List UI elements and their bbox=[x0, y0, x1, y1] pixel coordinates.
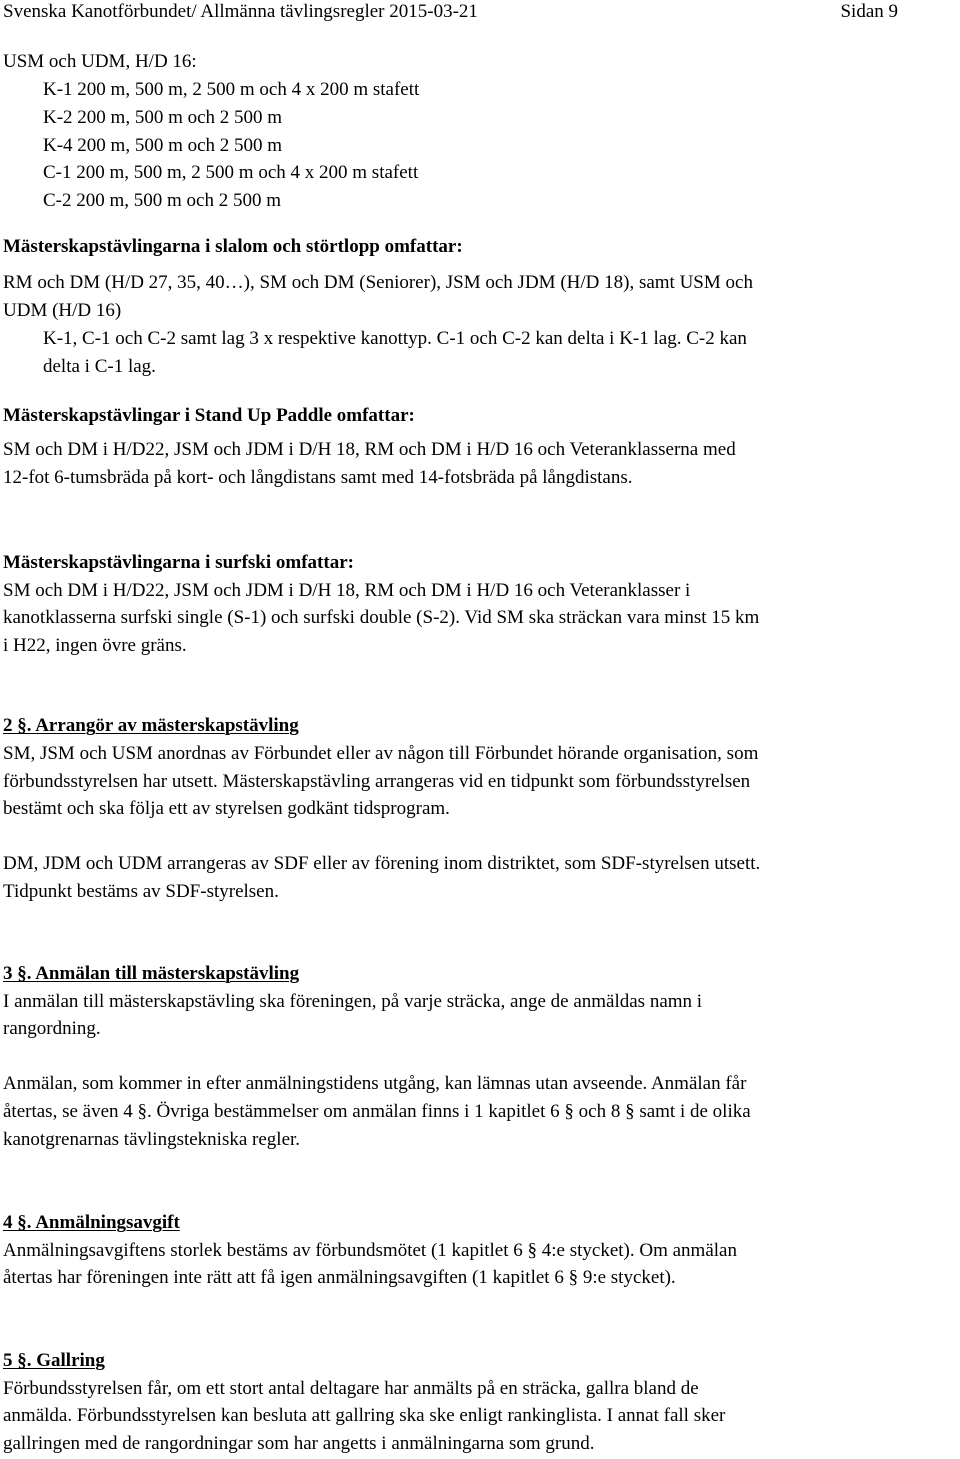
section-2-text: Tidpunkt bestäms av SDF-styrelsen. bbox=[3, 881, 279, 902]
page-header bbox=[3, 0, 898, 24]
section-5-text: Förbundsstyrelsen får, om ett stort antal deltagare har anmälts på en sträcka, gallra bland de bbox=[3, 1378, 699, 1399]
usm-item: K-4 200 m, 500 m och 2 500 m bbox=[43, 135, 283, 156]
usm-item: K-1 200 m, 500 m, 2 500 m och 4 x 200 m stafett bbox=[43, 79, 420, 100]
section-3-text: Anmälan, som kommer in efter anmälningstidens utgång, kan lämnas utan avseende. Anmälan får bbox=[3, 1073, 747, 1094]
sup-text: SM och DM i H/D22, JSM och JDM i D/H 18, RM och DM i H/D 16 och Veteranklasserna med bbox=[3, 439, 736, 460]
section-3-text: återtas, se även 4 §. Övriga bestämmelser om anmälan finns i 1 kapitlet 6 § och 8 § samt i de olika bbox=[3, 1101, 751, 1122]
sup-text: 12-fot 6-tumsbräda på kort- och långdistans samt med 14-fotsbräda på långdistans. bbox=[3, 467, 633, 488]
section-3-text: kanotgrenarnas tävlingstekniska regler. bbox=[3, 1129, 301, 1150]
surfski-text: i H22, ingen övre gräns. bbox=[3, 635, 187, 656]
section-2-text: SM, JSM och USM anordnas av Förbundet eller av någon till Förbundet hörande organisation, som bbox=[3, 743, 759, 764]
section-4-heading: 4 §. Anmälningsavgift bbox=[3, 1212, 180, 1233]
surfski-text: SM och DM i H/D22, JSM och JDM i D/H 18, RM och DM i H/D 16 och Veteranklasser i bbox=[3, 580, 691, 601]
section-3-text: rangordning. bbox=[3, 1018, 101, 1039]
slalom-text: RM och DM (H/D 27, 35, 40…), SM och DM (Seniorer), JSM och JDM (H/D 18), samt USM och bbox=[3, 272, 753, 293]
page-number: Sidan 9 bbox=[840, 1, 898, 22]
slalom-heading: Mästerskapstävlingarna i slalom och störtlopp omfattar: bbox=[3, 236, 463, 257]
section-4-text: återtas har föreningen inte rätt att få igen anmälningsavgiften (1 kapitlet 6 § 9:e stycket). bbox=[3, 1267, 676, 1288]
slalom-text: K-1, C-1 och C-2 samt lag 3 x respektive kanottyp. C-1 och C-2 kan delta i K-1 lag. C-2 kan bbox=[43, 328, 747, 349]
usm-item: C-2 200 m, 500 m och 2 500 m bbox=[43, 190, 282, 211]
section-3-text: I anmälan till mästerskapstävling ska föreningen, på varje sträcka, ange de anmäldas namn i bbox=[3, 991, 703, 1012]
usm-item: C-1 200 m, 500 m, 2 500 m och 4 x 200 m stafett bbox=[43, 162, 419, 183]
section-5-text: gallringen med de rangordningar som har angetts i anmälningarna som grund. bbox=[3, 1433, 595, 1454]
usm-heading: USM och UDM, H/D 16: bbox=[3, 51, 197, 72]
surfski-heading: Mästerskapstävlingarna i surfski omfattar: bbox=[3, 552, 354, 573]
usm-item: K-2 200 m, 500 m och 2 500 m bbox=[43, 107, 283, 128]
sup-heading: Mästerskapstävlingar i Stand Up Paddle omfattar: bbox=[3, 405, 415, 426]
slalom-text: delta i C-1 lag. bbox=[43, 356, 156, 377]
section-4-text: Anmälningsavgiftens storlek bestäms av förbundsmötet (1 kapitlet 6 § 4:e stycket). Om anmälan bbox=[3, 1240, 737, 1261]
section-3-heading: 3 §. Anmälan till mästerskapstävling bbox=[3, 963, 300, 984]
section-2-heading: 2 §. Arrangör av mästerskapstävling bbox=[3, 715, 299, 736]
section-2-text: DM, JDM och UDM arrangeras av SDF eller av förening inom distriktet, som SDF-styrelsen utsett. bbox=[3, 853, 761, 874]
section-2-text: förbundsstyrelsen har utsett. Mästerskapstävling arrangeras vid en tidpunkt som förbundsstyrelsen bbox=[3, 771, 751, 792]
section-5-text: anmälda. Förbundsstyrelsen kan besluta att gallring ska ske enligt rankinglista. I annat fall sker bbox=[3, 1405, 726, 1426]
slalom-text: UDM (H/D 16) bbox=[3, 300, 122, 321]
header-title: Svenska Kanotförbundet/ Allmänna tävlingsregler 2015-03-21 bbox=[3, 1, 478, 22]
section-2-text: bestämt och ska följa ett av styrelsen godkänt tidsprogram. bbox=[3, 798, 450, 819]
section-5-heading: 5 §. Gallring bbox=[3, 1350, 105, 1371]
surfski-text: kanotklasserna surfski single (S-1) och surfski double (S-2). Vid SM ska sträckan vara minst 15 km bbox=[3, 607, 760, 628]
